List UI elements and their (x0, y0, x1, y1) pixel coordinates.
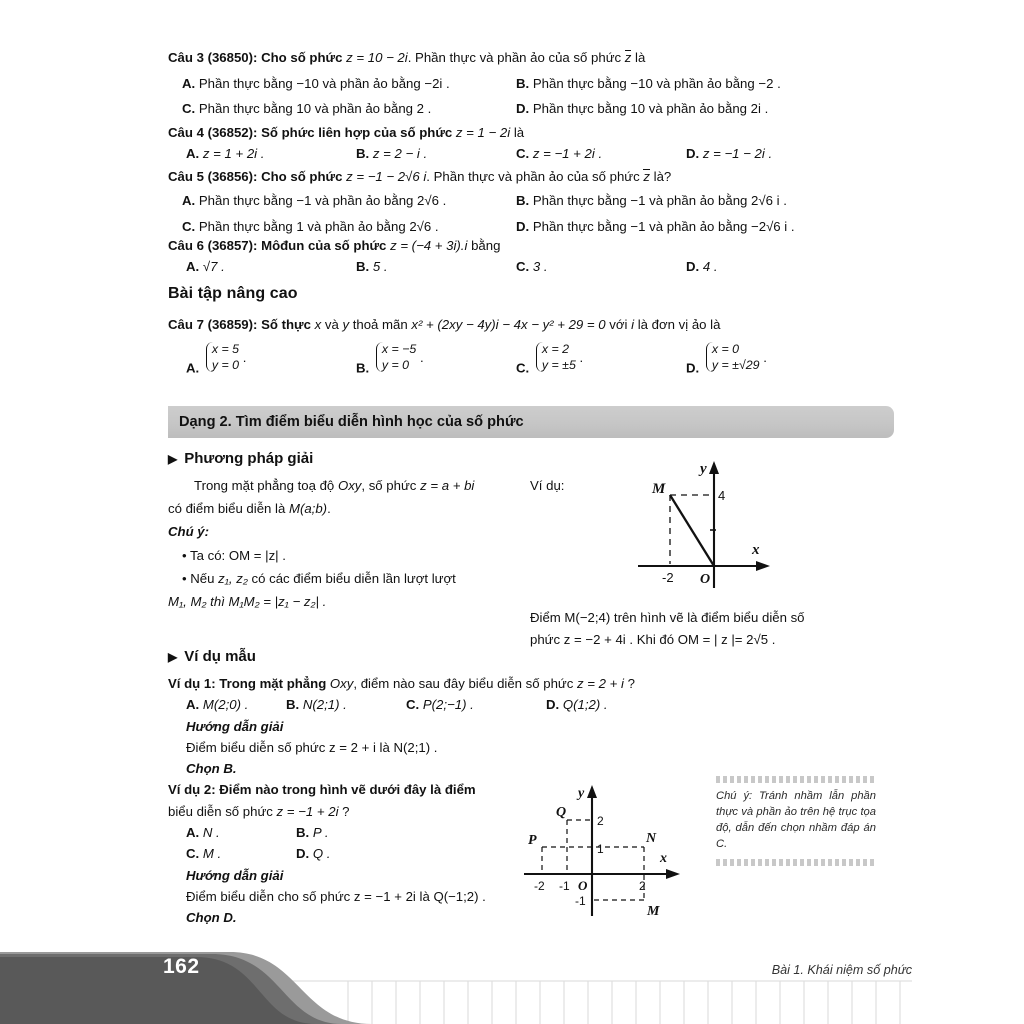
method-line-1: Trong mặt phẳng toạ độ Oxy, số phức z = a + bi (194, 478, 475, 493)
note-box (716, 776, 876, 866)
examples-heading: ▶ Ví dụ mẫu (168, 648, 256, 665)
question-stem-cau5 (168, 169, 671, 184)
option-c-cau3[interactable]: C. Phần thực bằng 10 và phần ảo bằng 2 . (182, 101, 432, 116)
triangle-right-icon: ▶ (168, 650, 178, 664)
option-b-cau7[interactable]: B. x = −5 y = 0 . (356, 342, 424, 376)
diagram2-tick-x-neg1: -1 (559, 879, 570, 893)
dang2-title: Dạng 2. Tìm điểm biểu diễn hình học của số phức (179, 414, 524, 430)
diagram1-caption-line1: Điểm M(−2;4) trên hình vẽ là điểm biểu diễn số (530, 610, 805, 625)
example1-stem: Ví dụ 1: Trong mặt phẳng Oxy, điểm nào sau đây biểu diễn số phức z = 2 + i ? (168, 676, 635, 691)
conjugate-z-cau3: z (624, 50, 632, 65)
brace-icon (203, 342, 212, 372)
diagram-1-complex-plane (628, 458, 868, 590)
options-cau6 (168, 259, 908, 283)
page-number: 162 (163, 955, 200, 978)
method-bullet-2: • Nếu z₁, z₂ có các điểm biểu diễn lần lượt lượt (182, 571, 456, 586)
brace-icon (373, 342, 382, 372)
question-number-cau5: Câu 5 (36856): Cho số phức (168, 169, 347, 184)
diagram1-point-label-m: M (652, 481, 666, 497)
example2-stem-line2: biểu diễn số phức z = −1 + 2i ? (168, 804, 350, 819)
options-cau5 (168, 193, 908, 241)
option-c-cau7[interactable]: C. x = 2 y = ±5 . (516, 342, 584, 376)
brace-icon (533, 342, 542, 372)
example2-solution: Điểm biểu diễn cho số phức z = −1 + 2i là Q(−1;2) . (186, 889, 486, 904)
option-c-example1[interactable]: C. P(2;−1) . (406, 697, 474, 712)
cau7-equation: x² + (2xy − 4y)i − 4x − y² + 29 = 0 (411, 317, 606, 332)
brace-icon (703, 342, 712, 372)
diagram1-origin-label: O (700, 572, 711, 587)
diagram2-point-q: Q (556, 805, 567, 820)
question-number-cau4: Câu 4 (36852): Số phức liên hợp của số phức (168, 125, 456, 140)
question-stem-cau3 (168, 50, 645, 65)
diagram2-tick-y-1: 1 (597, 842, 604, 856)
diagram2-tick-y-neg1: -1 (575, 894, 586, 908)
option-a-example2[interactable]: A. N . (186, 825, 220, 840)
stem-end-cau6: bằng (467, 238, 501, 253)
option-a-cau6[interactable]: A. √7 . (186, 259, 225, 274)
dang2-heading-bar (168, 406, 894, 438)
option-b-cau3[interactable]: B. Phần thực bằng −10 và phần ảo bằng −2 . (516, 76, 781, 91)
option-b-cau4[interactable]: B. z = 2 − i . (356, 146, 428, 161)
question-number-cau6: Câu 6 (36857): Môđun của số phức (168, 238, 391, 253)
diagram1-tick-y: 4 (718, 488, 726, 503)
diagram-2-complex-plane (518, 778, 708, 920)
option-d-cau3[interactable]: D. Phần thực bằng 10 và phần ảo bằng 2i . (516, 101, 769, 116)
option-a-example1[interactable]: A. M(2;0) . (186, 697, 249, 712)
triangle-right-icon: ▶ (168, 452, 178, 466)
stem-math-cau3: z = 10 − 2i (346, 50, 408, 65)
method-heading: ▶ Phương pháp giải (168, 450, 314, 467)
example1-solution: Điểm biểu diễn số phức z = 2 + i là N(2;1) . (186, 740, 438, 755)
note-text: Chú ý: Tránh nhầm lẫn phần thực và phần ảo trên hệ trục tọa độ, dẫn đến chọn nhầm đáp án C. (716, 790, 876, 850)
stem-end-cau4: là (510, 125, 525, 140)
diagram2-point-n: N (646, 831, 657, 846)
option-c-cau4[interactable]: C. z = −1 + 2i . (516, 146, 603, 161)
options-example1 (168, 697, 908, 717)
option-b-example1[interactable]: B. N(2;1) . (286, 697, 347, 712)
diagram1-axis-x-label: x (752, 542, 760, 558)
diagram1-axis-y-label: y (700, 461, 707, 477)
example1-choose: Chọn B. (186, 761, 237, 776)
options-cau3 (168, 76, 908, 124)
example2-guide-label: Hướng dẫn giải (186, 868, 284, 883)
option-d-example1[interactable]: D. Q(1;2) . (546, 697, 608, 712)
option-d-cau4[interactable]: D. z = −1 − 2i . (686, 146, 773, 161)
option-c-cau5[interactable]: C. Phần thực bằng 1 và phần ảo bằng 2√6 . (182, 219, 439, 234)
option-c-cau6[interactable]: C. 3 . (516, 259, 548, 274)
method-bullet-1: • Ta có: OM = |z| . (182, 548, 286, 563)
running-title: Bài 1. Khái niệm số phức (771, 963, 912, 977)
vidu-label: Ví dụ: (530, 478, 565, 493)
diagram2-axis-x-label: x (660, 851, 667, 866)
option-d-cau6[interactable]: D. 4 . (686, 259, 718, 274)
diagram2-point-p: P (528, 833, 537, 848)
option-d-cau7[interactable]: D. x = 0 y = ±√29 . (686, 342, 767, 376)
stem-math-cau6: z = (−4 + 3i).i (390, 238, 468, 253)
option-b-example2[interactable]: B. P . (296, 825, 329, 840)
diagram2-point-m: M (647, 904, 660, 919)
option-d-cau5[interactable]: D. Phần thực bằng −1 và phần ảo bằng −2√6 i . (516, 219, 795, 234)
option-b-cau6[interactable]: B. 5 . (356, 259, 388, 274)
chuy-label: Chú ý: (168, 524, 210, 539)
option-a-cau3[interactable]: A. Phần thực bằng −10 và phần ảo bằng −2i . (182, 76, 450, 91)
stem-math-cau4: z = 1 − 2i (455, 125, 511, 140)
question-number-cau3: Câu 3 (36850): Cho số phức (168, 50, 347, 65)
note-top-rule (716, 776, 876, 783)
diagram2-tick-y-2: 2 (597, 814, 604, 828)
stem-end-cau3: là (631, 50, 646, 65)
options-cau7 (168, 341, 908, 381)
example2-choose: Chọn D. (186, 910, 237, 925)
question-number-cau7: Câu 7 (36859): Số thực (168, 317, 315, 332)
example2-stem-line1: Ví dụ 2: Điểm nào trong hình vẽ dưới đây là điểm (168, 782, 476, 797)
option-a-cau4[interactable]: A. z = 1 + 2i . (186, 146, 265, 161)
option-a-cau5[interactable]: A. Phần thực bằng −1 và phần ảo bằng 2√6 . (182, 193, 447, 208)
diagram2-tick-x-neg2: -2 (534, 879, 545, 893)
diagram1-tick-x: -2 (662, 570, 674, 585)
question-stem-cau4 (168, 125, 524, 140)
stem-post-cau5: . Phần thực và phần ảo của số phức (426, 169, 644, 184)
stem-end-cau5: là? (649, 169, 672, 184)
diagram2-tick-x-2: 2 (639, 879, 646, 893)
method-bullet-3: M₁, M₂ thì M₁M₂ = |z₁ − z₂| . (168, 594, 327, 609)
stem-post-cau3: . Phần thực và phần ảo của số phức (407, 50, 625, 65)
example1-guide-label: Hướng dẫn giải (186, 719, 284, 734)
option-c-example2[interactable]: C. M . (186, 846, 222, 861)
diagram2-origin-label: O (578, 878, 588, 893)
advanced-exercises-heading: Bài tập nâng cao (168, 285, 298, 302)
options-cau4 (168, 146, 908, 168)
option-a-cau7[interactable]: A. x = 5 y = 0 . (186, 342, 247, 376)
diagram2-axis-y-label: y (578, 786, 585, 801)
note-bottom-rule (716, 859, 876, 866)
option-b-cau5[interactable]: B. Phần thực bằng −1 và phần ảo bằng 2√6 i . (516, 193, 787, 208)
question-stem-cau6 (168, 238, 500, 253)
conjugate-z-cau5: z (643, 169, 650, 184)
stem-math-cau5: z = −1 − 2√6 i (346, 169, 427, 184)
diagram1-caption-line2: phức z = −2 + 4i . Khi đó OM = | z |= 2√5 . (530, 632, 776, 647)
option-d-example2[interactable]: D. Q . (296, 846, 331, 861)
question-stem-cau7: Câu 7 (36859): Số thực x và y thoả mãn x² + (2xy − 4y)i − 4x − y² + 29 = 0 với i là đơn vị ảo là (168, 317, 721, 332)
method-line-2: có điểm biểu diễn là M(a;b). (168, 501, 331, 516)
